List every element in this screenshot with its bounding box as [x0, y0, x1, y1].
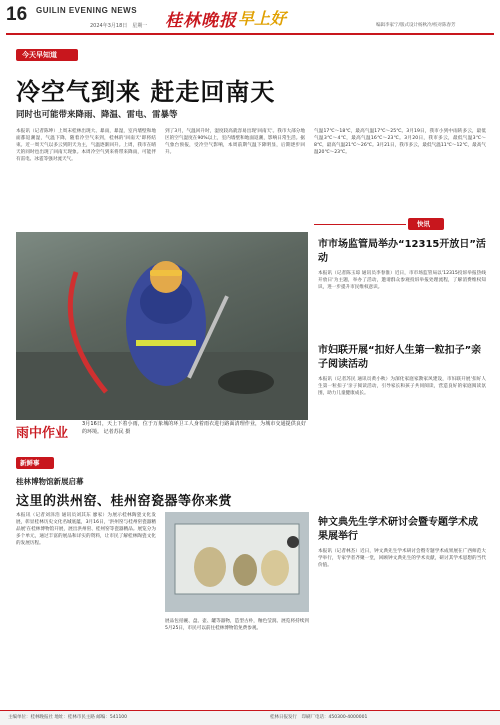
issue-date: 2024年3月18日 星期一 — [90, 23, 148, 29]
museum-story-headline: 这里的洪州窑、桂州窑瓷器等你来赏 — [16, 494, 233, 509]
masthead — [0, 0, 500, 34]
masthead-rule — [6, 33, 494, 35]
page-number: 16 — [6, 4, 28, 25]
flash-rule — [314, 224, 406, 225]
museum-story-body: 本报讯（记者刘泽浩 通讯员刘其东 廖家）为展示桂林陶瓷文化发展，彰显桂林历史文化名城底蕴，3月16日，'洪州窑与桂州窑瓷器精品展'在桂林博物馆开展，展出洪州窑、桂州窑等瓷器精品。展览分为多个单元，通过丰富的展品和详实的资料，让市民了解桂林陶瓷文化的发展历程。 — [16, 513, 156, 546]
top-story-subheadline: 同时也可能带来降雨、降温、雷电、雷暴等 — [16, 110, 178, 120]
photo-credit: 记者苏民 摄 — [103, 428, 131, 435]
footer-right: 桂林日报发行 印刷厂电话：450300-4000001 — [270, 715, 368, 720]
photo-caption — [82, 421, 306, 436]
photo-caption-text: 3月16日，天上下着小雨，位于万象城的环卫工人身着雨衣进行路面清理作业，为城市交通提供良好的环境。 — [82, 421, 306, 435]
flash-tag — [408, 218, 444, 230]
museum-story-tag — [16, 457, 54, 469]
section-title: 早上好 — [238, 9, 287, 28]
top-story-col1: 本报讯（记者陈坤）上周末桂林出现大、暴雨，暴湿，室内墙壁和地面都返潮湿，气温下降，随着冷空气来到，桂林的'回南天'即将结束。近一周天气以多云到阴天为主，气温逐渐回升。上周，我市在晴天的同时也出现了回南天现象。本周冷空气到来将带来降雨，可能伴有雷电、冰雹等强对流天气。 — [16, 129, 156, 162]
museum-story-tag-text: 新鲜事 — [20, 459, 40, 467]
flash-tag-text: 快讯 — [417, 220, 430, 228]
photo-rain-worker — [16, 232, 308, 420]
top-story-col2: 到了3月，气温回升时，湿度较高就容易出现'回南天'。我市大部分地区的空气湿度在90%以上，室内墙壁和地面返潮，影响日常生活。据气象台预报，受冷空气影响，本周前期气温下降明显，后期逐步回升。 — [165, 129, 305, 155]
photo-caption-title: 雨中作业 — [16, 426, 69, 441]
museum-story-body2: 展品包括碗、盘、壶、罐等器物，造型古朴，釉色莹润。展览将持续到5月25日，市民可以前往桂林博物馆免费参观。 — [165, 619, 309, 631]
flash-story-1-body: 本报讯（记者陈玉琼 通讯员李春淮）近日，市市场监管局以'12315投诉举报热线开放日'为主题，举办了活动，邀请群众参观投诉举报处理流程，了解消费维权知识，进一步提升市民维权意识。 — [318, 271, 486, 290]
footer-bar — [0, 710, 500, 725]
top-story-headline: 冷空气到来 赶走回南天 — [16, 78, 276, 106]
flash-story-3-body: 本报讯（记者林杰）近日，钟文典先生学术研讨会暨专题学术成果展在广西师范大学举行，专家学者齐聚一堂，回顾钟文典先生的学术贡献，研讨其学术思想的当代价值。 — [318, 549, 486, 568]
flash-story-2-body: 本报讯（记者苏民 通讯员黄小秋）为深化家庭家教家风建设，市妇联开展'扣好人生第一粒扣子'亲子阅读活动，引导家长和孩子共同阅读，营造良好的家庭阅读氛围，助力儿童健康成长。 — [318, 377, 486, 396]
paper-logo: 桂林晚报 — [165, 11, 237, 31]
paper-name: GUILIN EVENING NEWS — [36, 6, 138, 15]
worker-illustration — [16, 232, 308, 420]
top-story-col3: 气温17℃～18℃，最高气温17℃～25℃。3月19日，我市小到中雨转多云，最低气温3℃～4℃，最高气温16℃～23℃。3月20日，我市多云，最低气温3℃～8℃，最高气温21℃～26℃。3月21日，我市多云，最低气温11℃～12℃，最高气温20℃～23℃。 — [314, 129, 486, 155]
flash-story-2-headline: 市妇联开展“扣好人生第一粒扣子”亲子阅读活动 — [318, 345, 482, 370]
editors-line: 编辑李家宁/版式设计杨秋冷/校对陈春芳 — [376, 23, 456, 28]
top-story-kicker — [16, 49, 78, 61]
flash-story-3-headline: 钟文典先生学术研讨会暨专题学术成果展举行 — [318, 517, 478, 542]
footer-left: 主编单位：桂林晚报社 地址：桂林市民主路 邮编：541100 — [8, 715, 128, 720]
photo-porcelain — [165, 512, 309, 612]
top-story-kicker-text: 今天早知道 — [22, 51, 57, 59]
porcelain-illustration — [165, 512, 309, 612]
flash-story-1-headline: 市市场监管局举办“12315开放日”活动 — [318, 239, 486, 264]
museum-story-kicker: 桂林博物馆新展启幕 — [16, 477, 84, 486]
